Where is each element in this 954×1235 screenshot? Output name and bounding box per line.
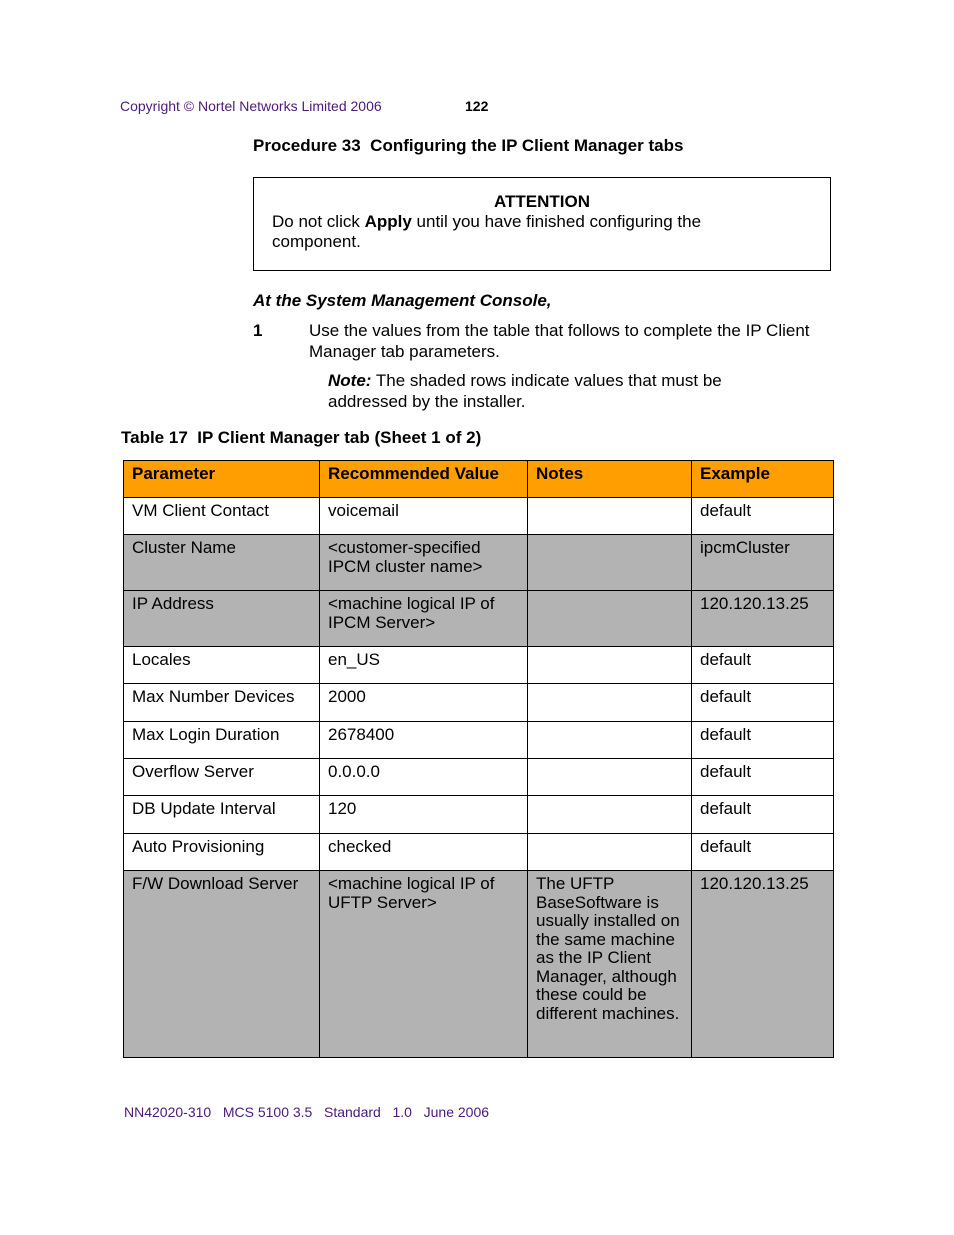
cell-notes xyxy=(528,498,692,535)
attention-box xyxy=(253,177,831,271)
attention-apply-word: Apply xyxy=(364,212,412,231)
cell-value: 0.0.0.0 xyxy=(320,759,528,796)
table-row xyxy=(124,796,834,834)
copyright-text: Copyright © Nortel Networks Limited 2006 xyxy=(120,98,382,114)
note-label: Note: xyxy=(328,371,372,390)
header-notes: Notes xyxy=(528,461,692,498)
cell-value: <machine logical IP of UFTP Server> xyxy=(320,871,528,1058)
note xyxy=(328,370,798,412)
cell-example: ipcmCluster xyxy=(692,535,834,591)
cell-example: default xyxy=(692,498,834,535)
cell-notes xyxy=(528,535,692,591)
table-body xyxy=(124,498,834,1058)
table-row xyxy=(124,871,834,1058)
cell-notes xyxy=(528,722,692,759)
cell-notes xyxy=(528,647,692,684)
attention-heading: ATTENTION xyxy=(493,192,590,211)
cell-notes xyxy=(528,759,692,796)
step-number: 1 xyxy=(253,321,263,340)
table-row xyxy=(124,647,834,684)
cell-parameter: DB Update Interval xyxy=(124,796,320,834)
header-recommended-value: Recommended Value xyxy=(320,461,528,498)
table-row xyxy=(124,759,834,796)
table-caption: Table 17 IP Client Manager tab (Sheet 1 of 2) xyxy=(121,428,482,447)
cell-notes: The UFTP BaseSoftware is usually installed on the same machine as the IP Client Manager, although these could be different machines. xyxy=(528,871,692,1058)
attention-text-before: Do not click xyxy=(272,212,365,231)
cell-value: <customer-specified IPCM cluster name> xyxy=(320,535,528,591)
cell-example: 120.120.13.25 xyxy=(692,591,834,647)
cell-value: 120 xyxy=(320,796,528,834)
cell-example: default xyxy=(692,796,834,834)
cell-example: default xyxy=(692,684,834,722)
cell-value: 2678400 xyxy=(320,722,528,759)
note-text: The shaded rows indicate values that must be addressed by the installer. xyxy=(328,371,722,411)
console-heading: At the System Management Console, xyxy=(253,291,552,310)
cell-parameter: Max Login Duration xyxy=(124,722,320,759)
cell-parameter: VM Client Contact xyxy=(124,498,320,535)
cell-parameter: Locales xyxy=(124,647,320,684)
table-row xyxy=(124,722,834,759)
cell-example: default xyxy=(692,647,834,684)
table-header-row xyxy=(124,461,834,498)
cell-example: default xyxy=(692,722,834,759)
table-row xyxy=(124,684,834,722)
ip-client-manager-table xyxy=(123,460,834,1058)
table-row xyxy=(124,834,834,871)
procedure-title: Procedure 33 Configuring the IP Client Manager tabs xyxy=(253,136,684,155)
cell-notes xyxy=(528,796,692,834)
cell-parameter: IP Address xyxy=(124,591,320,647)
page-number: 122 xyxy=(465,98,489,114)
table-row xyxy=(124,535,834,591)
cell-value: checked xyxy=(320,834,528,871)
cell-example: default xyxy=(692,759,834,796)
cell-value: <machine logical IP of IPCM Server> xyxy=(320,591,528,647)
cell-value: en_US xyxy=(320,647,528,684)
footer-text: NN42020-310 MCS 5100 3.5 Standard 1.0 June 2006 xyxy=(124,1104,490,1120)
table-row xyxy=(124,498,834,535)
cell-notes xyxy=(528,684,692,722)
header-example: Example xyxy=(692,461,834,498)
cell-value: 2000 xyxy=(320,684,528,722)
cell-parameter: F/W Download Server xyxy=(124,871,320,1058)
step-text: Use the values from the table that follows to complete the IP Client Manager tab parameters. xyxy=(309,321,810,361)
table-row xyxy=(124,591,834,647)
cell-parameter: Overflow Server xyxy=(124,759,320,796)
cell-notes xyxy=(528,591,692,647)
cell-notes xyxy=(528,834,692,871)
cell-parameter: Cluster Name xyxy=(124,535,320,591)
attention-text xyxy=(272,212,772,252)
cell-example: default xyxy=(692,834,834,871)
cell-example: 120.120.13.25 xyxy=(692,871,834,1058)
attention-text-after: until you have finished configuring the component. xyxy=(272,212,702,251)
header-parameter: Parameter xyxy=(124,461,320,498)
cell-parameter: Max Number Devices xyxy=(124,684,320,722)
cell-value: voicemail xyxy=(320,498,528,535)
cell-parameter: Auto Provisioning xyxy=(124,834,320,871)
